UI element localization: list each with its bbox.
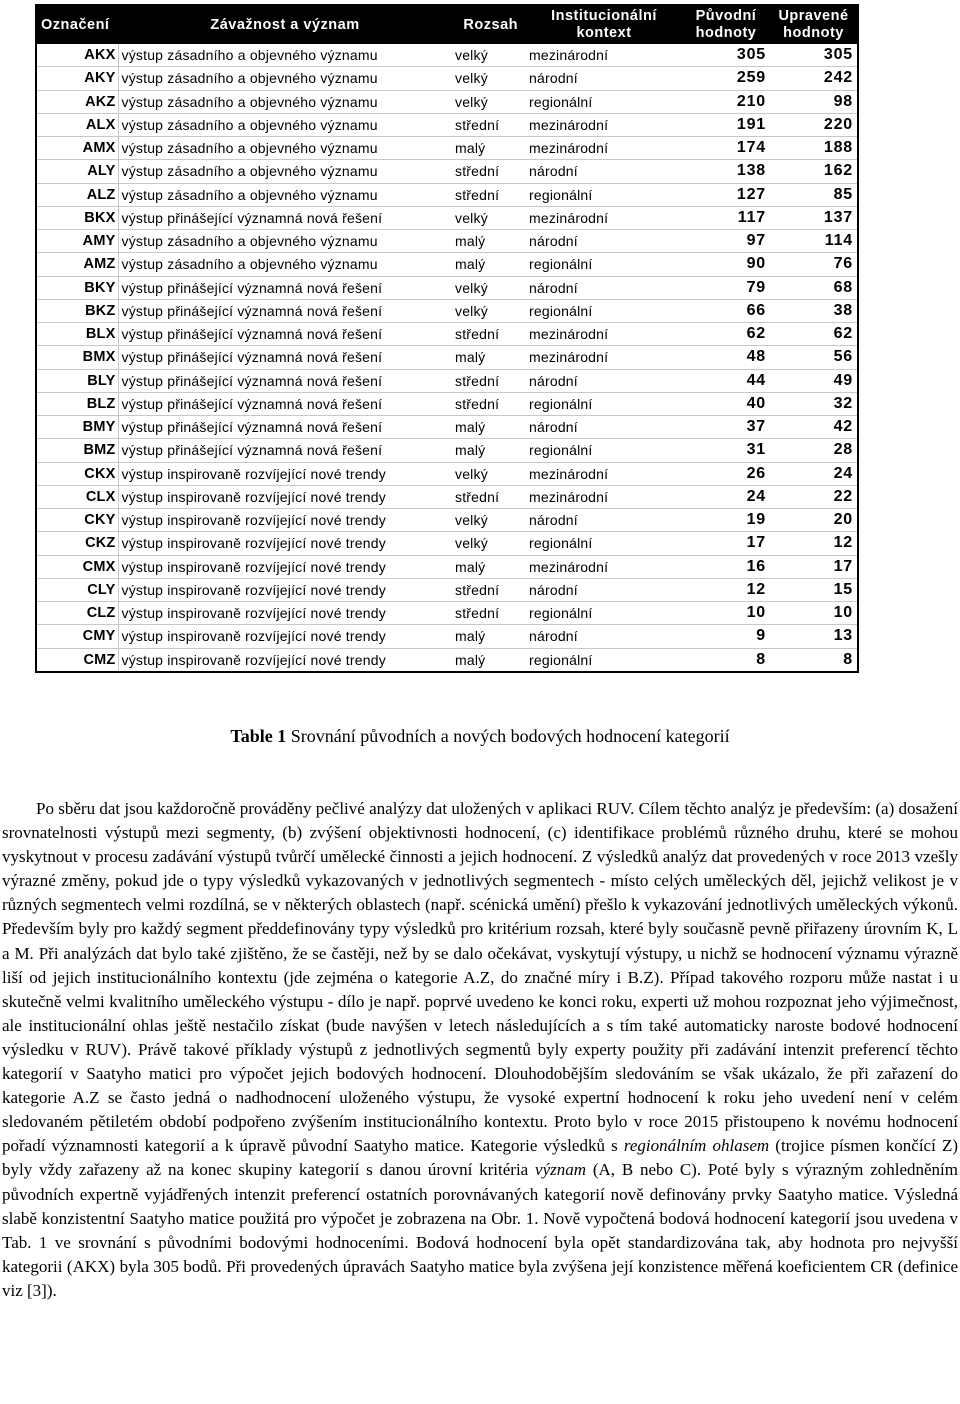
cell-code: CMY — [36, 625, 118, 648]
cell-original: 127 — [682, 183, 770, 206]
cell-original: 8 — [756, 650, 766, 668]
cell-adjusted: 85 — [770, 183, 858, 206]
caption-text: Srovnání původních a nových bodových hodnocení kategorií — [290, 726, 730, 746]
cell-weight: výstup přinášející významná nová řešení — [118, 416, 452, 439]
cell-adjusted: 10 — [770, 602, 858, 625]
cell-context: mezinárodní — [526, 44, 682, 67]
table-row — [36, 509, 858, 532]
cell-original: 174 — [682, 137, 770, 160]
cell-code: BKY — [36, 276, 118, 299]
cell-adjusted: 22 — [770, 485, 858, 508]
cell-adjusted: 12 — [770, 532, 858, 555]
cell-original: 44 — [682, 369, 770, 392]
table-row — [36, 113, 858, 136]
cell-context: národní — [526, 416, 682, 439]
cell-adjusted: 38 — [770, 299, 858, 322]
cell-scope: malý — [452, 253, 526, 276]
cell-weight: výstup přinášející významná nová řešení — [118, 206, 452, 229]
header-adjusted: Upravené hodnoty — [770, 5, 858, 44]
cell-code: AMY — [36, 230, 118, 253]
cell-scope: malý — [452, 346, 526, 369]
cell-adjusted: 56 — [770, 346, 858, 369]
cell-code: AMZ — [36, 253, 118, 276]
cell-scope: střední — [452, 323, 526, 346]
cell-context: národní — [526, 230, 682, 253]
cell-adjusted: 24 — [770, 462, 858, 485]
cell-context: mezinárodní — [526, 113, 682, 136]
cell-context: národní — [526, 276, 682, 299]
table-row — [36, 555, 858, 578]
cell-scope: střední — [452, 160, 526, 183]
table-row — [36, 183, 858, 206]
cell-adjusted: 15 — [770, 578, 858, 601]
cell-original: 97 — [682, 230, 770, 253]
cell-adjusted: 20 — [770, 509, 858, 532]
cell-context: regionální — [526, 439, 682, 462]
cell-weight: výstup přinášející významná nová řešení — [118, 346, 452, 369]
cell-weight: výstup zásadního a objevného významu — [118, 67, 452, 90]
cell-adjusted: 220 — [770, 113, 858, 136]
caption-label: Table 1 — [230, 726, 287, 746]
cell-original: 90 — [682, 253, 770, 276]
cell-weight: výstup zásadního a objevného významu — [118, 90, 452, 113]
cell-code: CMZ — [36, 648, 118, 672]
cell-adjusted: 28 — [770, 439, 858, 462]
cell-context: regionální — [529, 651, 593, 668]
table-row — [36, 44, 858, 67]
header-weight: Závažnost a význam — [118, 5, 452, 44]
cell-weight: výstup zásadního a objevného významu — [118, 113, 452, 136]
cell-code: ALZ — [36, 183, 118, 206]
cell-original: 9 — [682, 625, 770, 648]
cell-adjusted: 62 — [770, 323, 858, 346]
table-row — [36, 392, 858, 415]
cell-code: ALX — [36, 113, 118, 136]
cell-scope: malý — [455, 651, 486, 668]
cell-code: AKZ — [36, 90, 118, 113]
cell-context: národní — [526, 67, 682, 90]
cell-scope: střední — [452, 392, 526, 415]
cell-weight: výstup zásadního a objevného významu — [118, 44, 452, 67]
cell-adjusted: 8 — [843, 650, 853, 668]
cell-context: mezinárodní — [526, 346, 682, 369]
cell-adjusted: 76 — [770, 253, 858, 276]
cell-context: regionální — [526, 90, 682, 113]
table-row — [36, 578, 858, 601]
table-row — [36, 137, 858, 160]
cell-adjusted: 98 — [770, 90, 858, 113]
table-row — [36, 485, 858, 508]
cell-original: 10 — [682, 602, 770, 625]
cell-code: AKX — [36, 44, 118, 67]
cell-adjusted: 162 — [770, 160, 858, 183]
cell-scope: velký — [452, 462, 526, 485]
cell-adjusted: 114 — [770, 230, 858, 253]
cell-original: 138 — [682, 160, 770, 183]
cell-context: regionální — [526, 532, 682, 555]
cell-context: mezinárodní — [526, 462, 682, 485]
cell-weight: výstup inspirovaně rozvíjející nové trendy — [118, 509, 452, 532]
paragraph-part3: (A, B nebo C). Poté byly s výrazným zohledněním původních expertně vyjádřených intenzit preferencí ostatních porovnávaných kategorií nově definovány prvky Saatyho matice. Výsledná slabě konzistentní Saatyho matice použitá pro výpočet je zobrazena na Obr. 1. Nově vypočtená bodová hodnocení kategorií jsou uvedena v Tab. 1 ve srovnání s původními bodovými hodnoceními. Bodová hodnocení byla opět standardizována tak, aby hodnota pro nejvyšší kategorii (AKX) byla 305 bodů. Při provedených úpravách Saatyho matice byla zvýšena její konzistence měřená koeficientem CR (definice viz [3]). — [2, 1160, 958, 1300]
cell-original: 62 — [682, 323, 770, 346]
cell-scope: střední — [452, 369, 526, 392]
cell-original: 117 — [682, 206, 770, 229]
cell-adjusted: 49 — [770, 369, 858, 392]
cell-scope: střední — [452, 602, 526, 625]
cell-weight: výstup přinášející významná nová řešení — [118, 392, 452, 415]
paragraph-part1: Po sběru dat jsou každoročně prováděny pečlivé analýzy dat uložených v aplikaci RUV. Cílem těchto analýz je především: (a) dosažení srovnatelnosti výstupů mezi segmenty, (b) zvýšení objektivnosti hodnocení, (c) identifikace problémů různého druhu, které se mohou vyskytnout v procesu zadávání výstupů tvůrčí umělecké činnosti a jejich hodnocení. Z výsledků analýz dat provedených v roce 2013 vzešly výrazné změny, pokud jde o typy výsledků vykazovaných v jednotlivých segmentech - místo celých uměleckých děl, jejichž velikost je v různých segmentech velmi rozdílná, se v některých oblastech (např. scénická umění) přešlo k vykazování jednotlivých uměleckých výkonů. Především byly pro každý segment předdefinovány typy výsledků pro kritérium rozsah, které byly současně pevně přiřazeny úrovním K, L a M. Při analýzách dat bylo také zjištěno, že se častěji, než by se dalo očekávat, vyskytují výstupy, u nichž se hodnocení významu výrazně liší od jejich institucionálního kontextu (jde zejména o kategorie A.Z, do značné míry i B.Z). Případ takového rozporu může nastat i u skutečně velmi kvalitního uměleckého výstupu - dílo je např. poprvé uvedeno ke konci roku, experti už mohou rozpoznat jeho výjimečnost, ale institucionální ohlas ještě nestačilo získat (bude navýšen v letech následujících a s tím také automaticky naroste bodové hodnocení výsledku v RUV). Právě takové příklady výstupů z jednotlivých segmentů byly experty použity při zadávání intenzit preferencí těchto kategorií v Saatyho matici pro výpočet jejich bodových hodnocení. Dlouhodobějším sledováním se však ukázalo, že při zařazení do kategorie A.Z se často jedná o nadhodnocení uloženého výstupu, že vysoké expertní hodnocení k roku jeho uvedení není v celém sledovaném pětiletém období podpořeno zvýšením institucionálního kontextu. Proto bylo v roce 2015 přistoupeno k novému hodnocení pořadí významnosti kategorií a k úpravě původní Saatyho matice. Kategorie výsledků s — [2, 799, 958, 1156]
cell-original: 19 — [682, 509, 770, 532]
cell-weight: výstup zásadního a objevného významu — [118, 253, 452, 276]
cell-original: 24 — [682, 485, 770, 508]
cell-code: ALY — [36, 160, 118, 183]
cell-code: BKZ — [36, 299, 118, 322]
cell-weight: výstup zásadního a objevného významu — [118, 230, 452, 253]
body-paragraph — [2, 797, 958, 1303]
table-row — [36, 253, 858, 276]
table-row — [36, 625, 858, 648]
cell-weight: výstup přinášející významná nová řešení — [118, 439, 452, 462]
cell-original: 259 — [682, 67, 770, 90]
cell-context: národní — [526, 160, 682, 183]
cell-scope: střední — [452, 578, 526, 601]
cell-adjusted: 188 — [770, 137, 858, 160]
cell-code: AKY — [36, 67, 118, 90]
header-row — [36, 5, 858, 44]
header-original: Původní hodnoty — [682, 5, 770, 44]
table-row — [36, 323, 858, 346]
cell-context: národní — [526, 625, 682, 648]
cell-adjusted: 242 — [770, 67, 858, 90]
cell-code: CLX — [36, 485, 118, 508]
cell-context: regionální — [526, 392, 682, 415]
cell-weight: výstup zásadního a objevného významu — [118, 160, 452, 183]
cell-context: národní — [526, 509, 682, 532]
cell-scope: velký — [452, 532, 526, 555]
cell-original: 31 — [682, 439, 770, 462]
cell-code: CLZ — [36, 602, 118, 625]
cell-code: CKX — [36, 462, 118, 485]
cell-context: regionální — [526, 299, 682, 322]
cell-scope: malý — [452, 439, 526, 462]
table-row — [36, 602, 858, 625]
cell-original: 40 — [682, 392, 770, 415]
category-score-table — [35, 4, 859, 673]
cell-weight: výstup inspirovaně rozvíjející nové trendy — [118, 625, 452, 648]
cell-weight: výstup inspirovaně rozvíjející nové trendy — [118, 485, 452, 508]
cell-weight: výstup inspirovaně rozvíjející nové trendy — [118, 532, 452, 555]
table-row — [36, 416, 858, 439]
cell-scope: velký — [452, 299, 526, 322]
cell-scope: malý — [452, 137, 526, 160]
cell-original: 37 — [682, 416, 770, 439]
table-header — [36, 5, 858, 44]
cell-scope: velký — [452, 206, 526, 229]
table-row — [36, 230, 858, 253]
paragraph-part2: (trojice písmen končící Z) byly vždy zařazeny až na konec skupiny kategorií s danou úrovní kritéria — [2, 1136, 959, 1180]
cell-code: CKZ — [36, 532, 118, 555]
cell-scope: střední — [452, 183, 526, 206]
table-row — [36, 369, 858, 392]
cell-scope: malý — [452, 625, 526, 648]
cell-original: 26 — [682, 462, 770, 485]
cell-original: 210 — [682, 90, 770, 113]
cell-weight: výstup inspirovaně rozvíjející nové trendy — [118, 602, 452, 625]
cell-original: 66 — [682, 299, 770, 322]
table-row — [36, 90, 858, 113]
paragraph-italic2: význam — [535, 1160, 587, 1180]
cell-context: mezinárodní — [526, 485, 682, 508]
cell-weight: výstup zásadního a objevného významu — [118, 137, 452, 160]
cell-context: národní — [526, 369, 682, 392]
cell-scope: střední — [452, 485, 526, 508]
cell-code: CMX — [36, 555, 118, 578]
cell-code: BLZ — [36, 392, 118, 415]
cell-scope: velký — [452, 509, 526, 532]
cell-code: BLY — [36, 369, 118, 392]
cell-scope: střední — [452, 113, 526, 136]
cell-context: mezinárodní — [526, 137, 682, 160]
cell-original: 79 — [682, 276, 770, 299]
cell-original: 191 — [682, 113, 770, 136]
table-row — [36, 532, 858, 555]
table-row — [36, 299, 858, 322]
table-row — [36, 346, 858, 369]
cell-context: regionální — [526, 602, 682, 625]
table-caption — [0, 724, 960, 748]
cell-adjusted: 305 — [770, 44, 858, 67]
cell-adjusted: 17 — [770, 555, 858, 578]
cell-original: 12 — [682, 578, 770, 601]
cell-weight: výstup inspirovaně rozvíjející nové trendy — [118, 462, 452, 485]
cell-context: národní — [526, 578, 682, 601]
cell-scope: velký — [452, 44, 526, 67]
cell-context: mezinárodní — [526, 555, 682, 578]
cell-code: BMY — [36, 416, 118, 439]
cell-code: BLX — [36, 323, 118, 346]
header-scope: Rozsah — [452, 5, 526, 44]
table-row — [36, 206, 858, 229]
cell-adjusted: 13 — [770, 625, 858, 648]
cell-weight: výstup inspirovaně rozvíjející nové trendy — [121, 651, 386, 668]
cell-scope: malý — [452, 416, 526, 439]
header-code: Označení — [36, 5, 118, 44]
cell-adjusted: 137 — [770, 206, 858, 229]
cell-adjusted: 32 — [770, 392, 858, 415]
cell-context: regionální — [526, 253, 682, 276]
table-row — [36, 160, 858, 183]
cell-context: regionální — [526, 183, 682, 206]
cell-code: AMX — [36, 137, 118, 160]
table-row — [36, 462, 858, 485]
cell-scope: malý — [452, 230, 526, 253]
cell-weight: výstup přinášející významná nová řešení — [118, 276, 452, 299]
cell-code: CLY — [36, 578, 118, 601]
table-body — [36, 44, 858, 672]
cell-weight: výstup inspirovaně rozvíjející nové trendy — [118, 555, 452, 578]
paragraph-italic1: regionálním ohlasem — [623, 1136, 770, 1156]
cell-adjusted: 42 — [770, 416, 858, 439]
cell-code: BMX — [36, 346, 118, 369]
cell-original: 17 — [682, 532, 770, 555]
cell-context: mezinárodní — [526, 323, 682, 346]
cell-code: BKX — [36, 206, 118, 229]
table-row — [36, 67, 858, 90]
table-row — [36, 439, 858, 462]
cell-scope: velký — [452, 90, 526, 113]
cell-original: 16 — [682, 555, 770, 578]
cell-scope: velký — [452, 67, 526, 90]
cell-code: CKY — [36, 509, 118, 532]
cell-scope: malý — [452, 555, 526, 578]
cell-weight: výstup přinášející významná nová řešení — [118, 369, 452, 392]
cell-weight: výstup zásadního a objevného významu — [118, 183, 452, 206]
cell-weight: výstup přinášející významná nová řešení — [118, 323, 452, 346]
cell-adjusted: 68 — [770, 276, 858, 299]
cell-original: 48 — [682, 346, 770, 369]
cell-scope: velký — [452, 276, 526, 299]
cell-weight: výstup přinášející významná nová řešení — [118, 299, 452, 322]
cell-original: 305 — [682, 44, 770, 67]
cell-code: BMZ — [36, 439, 118, 462]
table-row — [36, 276, 858, 299]
table-row — [36, 648, 858, 672]
cell-weight: výstup inspirovaně rozvíjející nové trendy — [118, 578, 452, 601]
header-context: Institucionální kontext — [526, 5, 682, 44]
cell-context: mezinárodní — [526, 206, 682, 229]
